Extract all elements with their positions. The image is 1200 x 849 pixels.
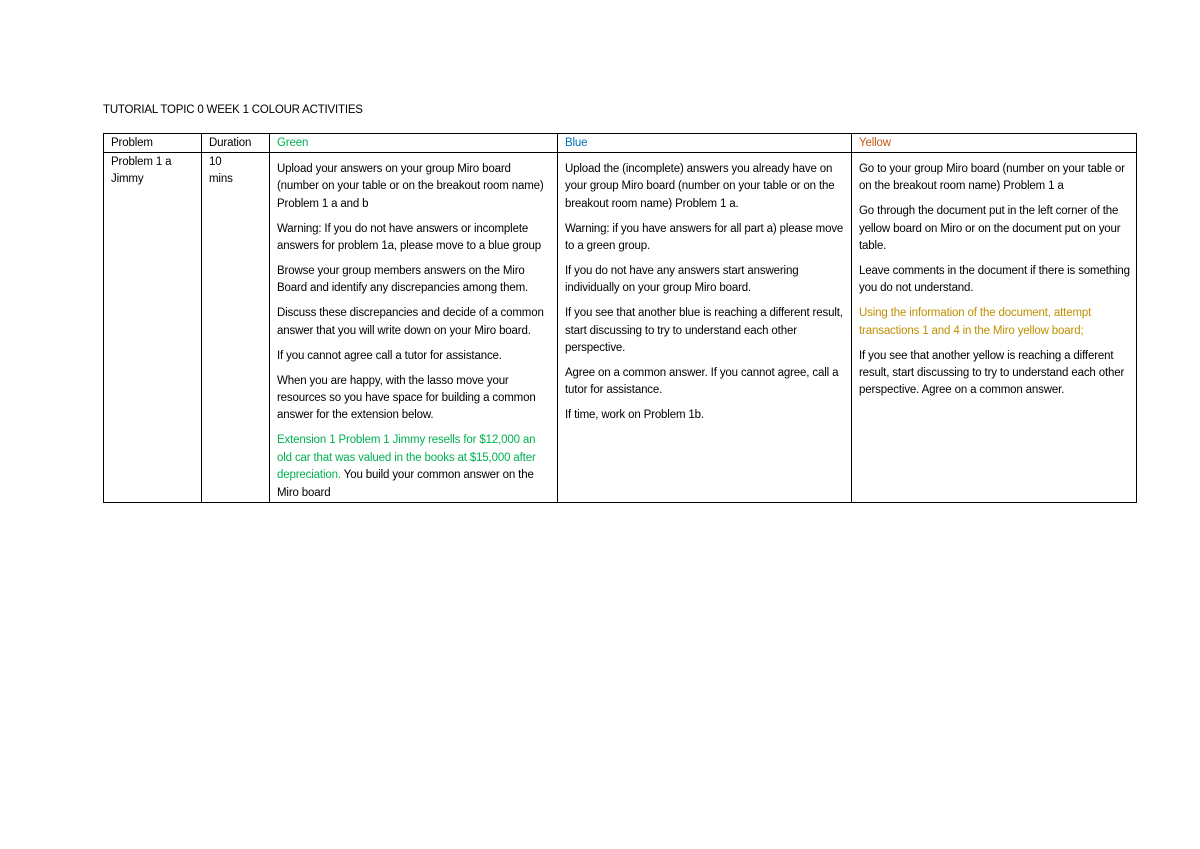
yellow-paragraph: Go through the document put in the left corner of the yellow board on Miro or on the document put on your table. <box>859 205 1121 253</box>
yellow-highlight-paragraph: Using the information of the document, attempt transactions 1 and 4 in the Miro yellow board; <box>859 307 1092 337</box>
green-paragraph: Warning: If you do not have answers or incomplete answers for problem 1a, please move to a blue group <box>277 222 542 253</box>
header-problem: Problem <box>104 134 202 153</box>
header-blue: Blue <box>558 134 852 153</box>
header-green: Green <box>270 134 558 153</box>
header-duration: Duration <box>202 134 270 153</box>
cell-duration <box>202 153 270 503</box>
blue-paragraph: Warning: if you have answers for all part a) please move to a green group. <box>565 222 844 253</box>
green-paragraph: When you are happy, with the lasso move your resources so you have space for building a common answer for the extension below. <box>277 374 536 422</box>
green-paragraph: Browse your group members answers on the Miro Board and identify any discrepancies among them. <box>277 265 529 295</box>
extension-rest: You build your common answer on the Miro board <box>277 469 534 499</box>
document-title: TUTORIAL TOPIC 0 WEEK 1 COLOUR ACTIVITIES <box>103 104 363 116</box>
problem-subject: Jimmy <box>111 173 144 186</box>
green-paragraph: Upload your answers on your group Miro board (number on your table or on the breakout room name) Problem 1 a and b <box>277 163 544 210</box>
green-paragraph: Discuss these discrepancies and decide of a common answer that you will write down on your Miro board. <box>277 307 544 337</box>
problem-name: Problem 1 a <box>111 156 172 168</box>
blue-paragraph: If you see that another blue is reaching a different result, start discussing to try to understand each other perspective. <box>565 307 843 355</box>
yellow-paragraph: Go to your group Miro board (number on your table or on the breakout room name) Problem 1 a <box>859 163 1125 193</box>
cell-yellow-instructions <box>852 153 1137 503</box>
table-header-row <box>104 134 1137 153</box>
duration-value: 10 <box>209 156 222 168</box>
header-yellow: Yellow <box>852 134 1137 153</box>
cell-blue-instructions <box>558 153 852 503</box>
yellow-paragraph: If you see that another yellow is reaching a different result, start discussing to try to understand each other perspective. Agree on a common answer. <box>859 349 1125 397</box>
extension-highlight: Extension 1 Problem 1 Jimmy resells for $12,000 an old car that was valued in the books at $15,000 after depreciation. <box>277 434 536 482</box>
blue-paragraph: Agree on a common answer. If you cannot agree, call a tutor for assistance. <box>565 367 839 397</box>
green-paragraph: If you cannot agree call a tutor for assistance. <box>277 349 502 362</box>
green-extension-paragraph <box>277 432 551 502</box>
table-row <box>104 153 1137 503</box>
blue-paragraph: If time, work on Problem 1b. <box>565 409 704 422</box>
blue-paragraph: Upload the (incomplete) answers you already have on your group Miro board (number on your table or on the breakout room name) Problem 1 a. <box>565 163 835 210</box>
cell-problem <box>104 153 202 503</box>
cell-green-instructions <box>270 153 558 503</box>
yellow-paragraph: Leave comments in the document if there is something you do not understand. <box>859 265 1130 295</box>
activities-table <box>103 133 1137 503</box>
duration-unit: mins <box>209 173 233 186</box>
blue-paragraph: If you do not have any answers start answering individually on your group Miro board. <box>565 265 799 295</box>
